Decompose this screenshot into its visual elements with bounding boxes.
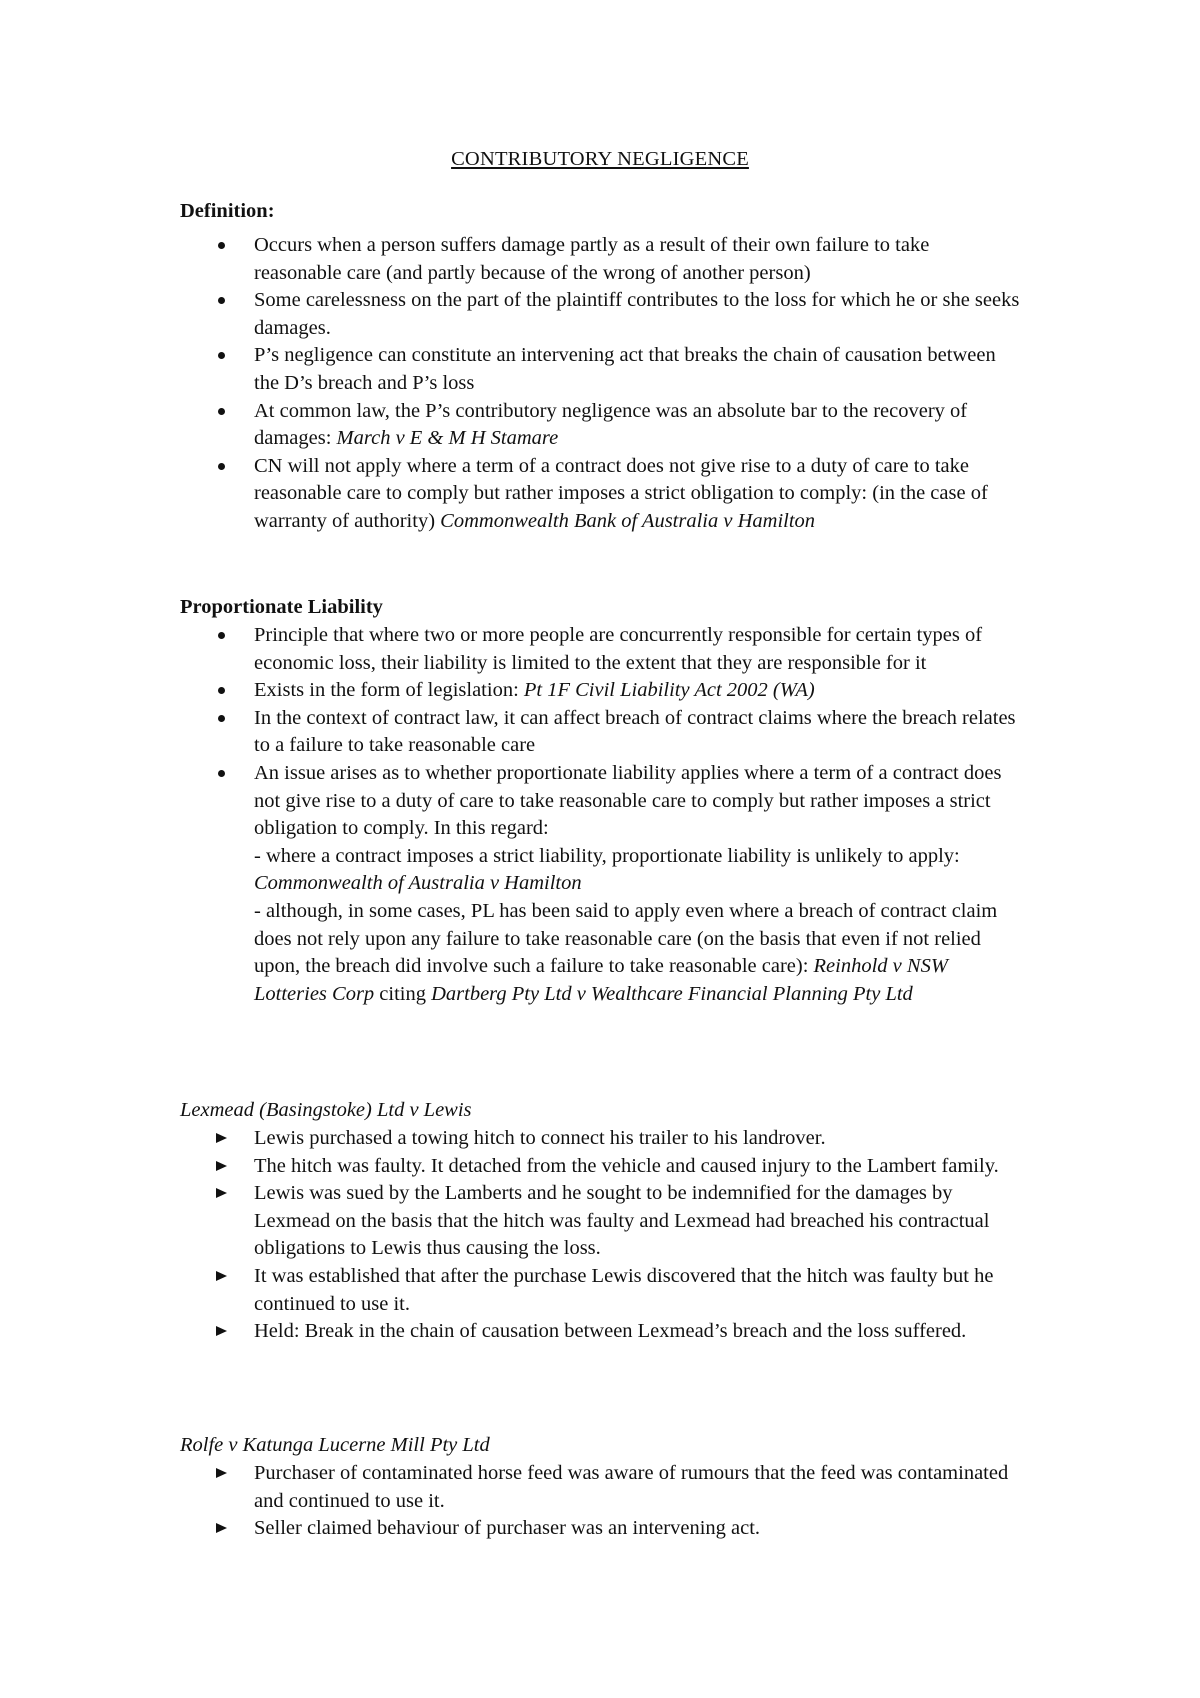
- list-item: [0, 1153, 1022, 1181]
- list-item: [0, 1515, 1022, 1543]
- list-item: [0, 1180, 1022, 1263]
- item-text: Purchaser of contaminated horse feed was aware of rumours that the feed was contaminated and continued to use it.: [254, 1462, 1009, 1512]
- legislation-citation: Pt 1F Civil Liability Act 2002 (WA): [523, 679, 815, 702]
- proportionate-liability-heading: Proportionate Liability: [180, 596, 383, 618]
- list-item: [0, 705, 1022, 760]
- rolfe-list: [0, 1460, 1022, 1543]
- case-citation: Commonwealth Bank of Australia v Hamilton: [440, 509, 816, 532]
- document-title: CONTRIBUTORY NEGLIGENCE: [451, 148, 749, 170]
- sub-point-text: - where a contract imposes a strict liability, proportionate liability is unlikely to apply:: [254, 844, 960, 867]
- list-item: [0, 453, 1022, 536]
- definition-heading: Definition:: [180, 200, 275, 222]
- item-text: Held: Break in the chain of causation between Lexmead’s breach and the loss suffered.: [254, 1320, 967, 1343]
- proportionate-liability-list: [0, 622, 1022, 1008]
- definition-list: [0, 232, 1022, 536]
- list-item: [0, 342, 1022, 397]
- item-text: Exists in the form of legislation:: [254, 679, 524, 702]
- sub-point-text: - although, in some cases, PL has been said to apply even where a breach of contract claim does not rely upon any failure to take reasonable care (on the basis that even if not relied upon, the breach did involve such a failure to take reasonable care):: [254, 899, 998, 978]
- sub-point: [254, 843, 1022, 898]
- item-text: The hitch was faulty. It detached from the vehicle and caused injury to the Lambert family.: [254, 1154, 999, 1177]
- item-text: Some carelessness on the part of the plaintiff contributes to the loss for which he or she seeks damages.: [254, 289, 1020, 339]
- list-item: [0, 1460, 1022, 1515]
- case-citation: March v E & M H Stamare: [336, 427, 559, 450]
- item-text: An issue arises as to whether proportionate liability applies where a term of a contract does not give rise to a duty of care to take reasonable care to comply but rather imposes a strict obligation to comply. In this regard:: [254, 761, 1002, 840]
- item-text: Lewis purchased a towing hitch to connect his trailer to his landrover.: [254, 1127, 826, 1149]
- item-text: At common law, the P’s contributory negligence was an absolute bar to the recovery of damages:: [254, 399, 968, 450]
- item-text: Occurs when a person suffers damage partly as a result of their own failure to take reasonable care (and partly because of the wrong of another person): [254, 234, 930, 284]
- case-citation: Reinhold v NSW Lotteries Corp: [254, 955, 948, 1005]
- item-text: CN will not apply where a term of a contract does not give rise to a duty of care to take reasonable care to comply but rather imposes a strict obligation to comply: (in the case of warranty of authority): [254, 454, 988, 532]
- item-text: Principle that where two or more people are concurrently responsible for certain types of economic loss, their liability is limited to the extent that they are responsible for it: [254, 624, 983, 674]
- case-citation: Commonwealth of Australia v Hamilton: [254, 872, 582, 895]
- sub-point: [254, 898, 1022, 1008]
- item-text: Lewis was sued by the Lamberts and he sought to be indemnified for the damages by Lexmead on the basis that the hitch was faulty and Lexmead had breached his contractual obligations to Lewis thus causing the loss.: [254, 1182, 990, 1260]
- citing-text: citing: [374, 982, 432, 1005]
- list-item: [0, 760, 1022, 1008]
- item-text: It was established that after the purchase Lewis discovered that the hitch was faulty but he continued to use it.: [254, 1264, 994, 1315]
- list-item: [0, 677, 1022, 705]
- case-citation: Dartberg Pty Ltd v Wealthcare Financial Planning Pty Ltd: [431, 982, 913, 1005]
- lexmead-case-heading: Lexmead (Basingstoke) Ltd v Lewis: [180, 1099, 472, 1121]
- list-item: [0, 287, 1022, 342]
- item-text: P’s negligence can constitute an intervening act that breaks the chain of causation between the D’s breach and P’s loss: [254, 344, 996, 394]
- list-item: [0, 1318, 1022, 1346]
- list-item: [0, 1263, 1022, 1318]
- list-item: [0, 1125, 1022, 1153]
- item-text: Seller claimed behaviour of purchaser was an intervening act.: [254, 1517, 761, 1540]
- lexmead-list: [0, 1125, 1022, 1346]
- item-text: In the context of contract law, it can affect breach of contract claims where the breach relates to a failure to take reasonable care: [254, 706, 1016, 757]
- list-item: [0, 398, 1022, 453]
- rolfe-case-heading: Rolfe v Katunga Lucerne Mill Pty Ltd: [180, 1434, 490, 1456]
- list-item: [0, 622, 1022, 677]
- list-item: [0, 232, 1022, 287]
